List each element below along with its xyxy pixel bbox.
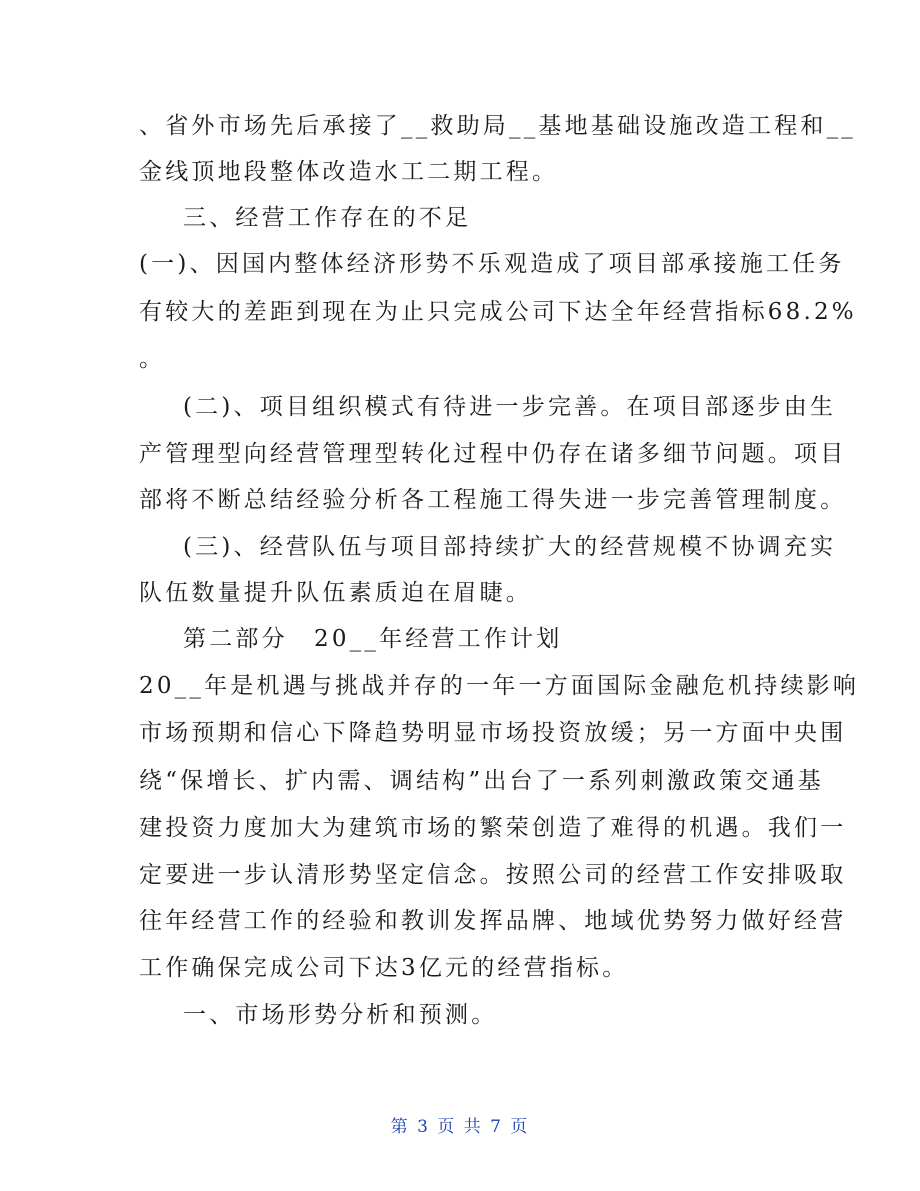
text-line: 队伍数量提升队伍素质迫在眉睫。 <box>139 580 532 606</box>
text-line: (三)、经营队伍与项目部持续扩大的经营规模不协调充实 <box>183 534 837 560</box>
text-line: 绕“保增长、扩内需、调结构”出台了一系列刺激政策交通基 <box>139 768 824 794</box>
section-heading: 三、经营工作存在的不足 <box>183 205 472 231</box>
text-line: 有较大的差距到现在为止只完成公司下达全年经营指标68.2% <box>139 299 857 325</box>
text-line: 市场预期和信心下降趋势明显市场投资放缓；另一方面中央围 <box>139 720 847 746</box>
text-line: (二)、项目组织模式有待进一步完善。在项目部逐步由生 <box>183 394 837 420</box>
text-line: 往年经营工作的经验和教训发挥品牌、地域优势努力做好经营 <box>139 908 847 934</box>
text-line: 工作确保完成公司下达3亿元的经营指标。 <box>139 955 629 981</box>
text-line: (一)、因国内整体经济形势不乐观造成了项目部承接施工任务 <box>139 251 845 277</box>
text-line: 20__年是机遇与挑战并存的一年一方面国际金融危机持续影响 <box>139 673 860 699</box>
text-line: 产管理型向经营管理型转化过程中仍存在诸多细节问题。项目 <box>139 441 847 467</box>
section-heading: 第二部分 20__年经营工作计划 <box>183 626 563 652</box>
page-number: 第 3 页 共 7 页 <box>390 1117 530 1137</box>
text-line: 。 <box>139 346 166 372</box>
text-line: 、省外市场先后承接了__救助局__基地基础设施改造工程和__ <box>139 113 856 139</box>
section-heading: 一、市场形势分析和预测。 <box>183 1002 498 1028</box>
text-line: 建投资力度加大为建筑市场的繁荣创造了难得的机遇。我们一 <box>139 815 847 841</box>
text-line: 定要进一步认清形势坚定信念。按照公司的经营工作安排吸取 <box>139 862 847 888</box>
text-line: 部将不断总结经验分析各工程施工得失进一步完善管理制度。 <box>139 487 847 513</box>
text-line: 金线顶地段整体改造水工二期工程。 <box>139 159 559 185</box>
